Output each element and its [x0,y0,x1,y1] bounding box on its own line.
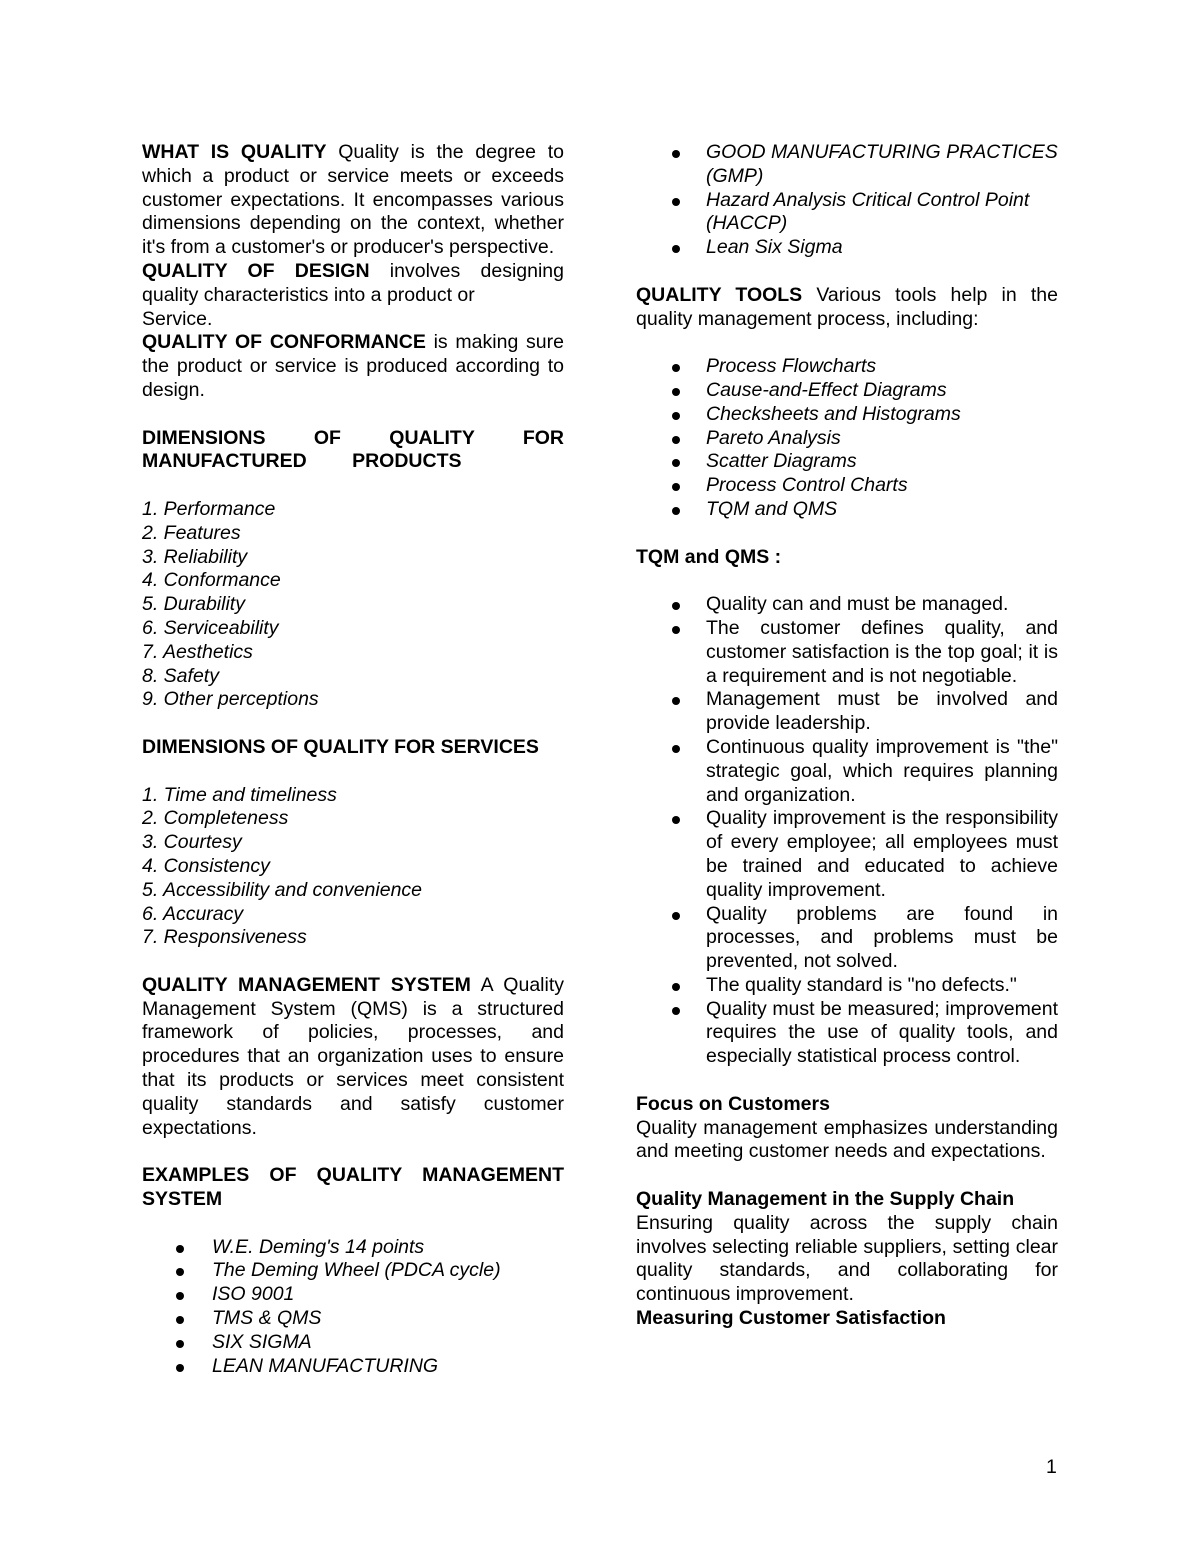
quality-of-conformance-text: is making sure the product or service is produced according to design. [142,331,564,401]
dim-products-list [142,498,564,712]
examples-heading: EXAMPLES OF QUALITY MANAGEMENT SYSTEM [142,1164,564,1211]
list-item: GOOD MANUFACTURING PRACTICES (GMP) [636,141,1058,189]
list-item: 1. Performance [142,497,276,520]
measuring-heading: Measuring Customer Satisfaction [636,1307,946,1330]
quality-of-conformance-paragraph [142,331,564,402]
list-item: Process Control Charts [636,474,1058,498]
tqm-qms-list [636,593,1058,1069]
page-number: 1 [1046,1456,1057,1478]
tqm-qms-heading: TQM and QMS : [636,545,782,568]
list-item: The quality standard is "no defects." [636,974,1058,998]
list-item: Quality problems are found in processes, and problems must be prevented, not solved. [636,903,1058,974]
supply-chain-text: Ensuring quality across the supply chain involves selecting reliable suppliers, setting clear quality standards, and collaborating for continuous improvement. [636,1211,1058,1306]
list-item: 7. Aesthetics [142,640,253,663]
list-item: TMS & QMS [142,1307,564,1331]
quality-of-design-text-2: quality characteristics into a product or [142,283,475,306]
examples-list [142,1236,564,1379]
list-item: Scatter Diagrams [636,450,1058,474]
quality-tools-list [636,355,1058,522]
quality-of-design-text-1: involves designing [369,259,564,282]
list-item: Quality improvement is the responsibility of every employee; all employees must be trained and educated to achieve quality improvement. [636,807,1058,902]
list-item: W.E. Deming's 14 points [142,1236,564,1260]
quality-tools-heading: QUALITY TOOLS [636,283,803,306]
list-item: Checksheets and Histograms [636,403,1058,427]
left-column [142,141,564,1378]
right-column [636,141,1058,1331]
qms-text: A Quality Management System (QMS) is a structured framework of policies, processes, and procedures that an organization uses to ensure that its products or services meet consistent quality standards and satisfy customer expectations. [142,973,564,1139]
dim-services-heading: DIMENSIONS OF QUALITY FOR SERVICES [142,735,539,758]
list-item: Quality can and must be managed. [636,593,1058,617]
focus-heading: Focus on Customers [636,1092,830,1115]
list-item: Lean Six Sigma [636,236,1058,260]
list-item: 3. Reliability [142,545,248,568]
qms-heading: QUALITY MANAGEMENT SYSTEM [142,973,471,996]
list-item: Quality must be measured; improvement requires the use of quality tools, and especially statistical process control. [636,998,1058,1069]
quality-of-conformance-heading: QUALITY OF CONFORMANCE [142,331,426,354]
list-item: The Deming Wheel (PDCA cycle) [142,1259,564,1283]
list-item: 5. Accessibility and convenience [142,878,423,901]
list-item: LEAN MANUFACTURING [142,1355,564,1379]
what-is-quality-heading: WHAT IS QUALITY [142,141,327,163]
examples-continued-list [636,141,1058,260]
list-item: 5. Durability [142,593,245,616]
list-item: TQM and QMS [636,498,1058,522]
quality-of-design-heading: QUALITY OF DESIGN [142,259,370,282]
list-item: 3. Courtesy [142,831,242,854]
list-item: 4. Consistency [142,854,270,877]
what-is-quality-paragraph [142,141,564,260]
qms-paragraph [142,974,564,1141]
list-item: Process Flowcharts [636,355,1058,379]
list-item: 8. Safety [142,664,219,687]
list-item: 7. Responsiveness [142,926,307,949]
list-item: Management must be involved and provide leadership. [636,688,1058,736]
what-is-quality-text: Quality is the degree to which a product or service meets or exceeds customer expectations. It encompasses various dimensions depending on the context, whether it's from a customer's or producer's perspective. [142,141,565,259]
dim-products-heading: DIMENSIONS OF QUALITY FOR MANUFACTURED PRODUCTS [142,426,564,473]
quality-of-design-text-3: Service. [142,307,213,330]
list-item: The customer defines quality, and customer satisfaction is the top goal; it is a requirement and is not negotiable. [636,617,1058,688]
list-item: 4. Conformance [142,569,281,592]
list-item: 2. Features [142,521,241,544]
list-item: SIX SIGMA [142,1331,564,1355]
focus-text: Quality management emphasizes understanding and meeting customer needs and expectations. [636,1116,1058,1163]
list-item: ISO 9001 [142,1283,564,1307]
list-item: 9. Other perceptions [142,688,319,711]
quality-tools-paragraph [636,284,1058,332]
quality-of-design-paragraph [142,260,564,331]
list-item: 2. Completeness [142,807,289,830]
list-item: 6. Serviceability [142,616,279,639]
quality-tools-text: Various tools help in the quality management process, including: [636,283,1058,330]
list-item: 6. Accuracy [142,902,244,925]
list-item: Pareto Analysis [636,427,1058,451]
list-item: Cause-and-Effect Diagrams [636,379,1058,403]
list-item: Continuous quality improvement is "the" strategic goal, which requires planning and organization. [636,736,1058,807]
supply-chain-heading: Quality Management in the Supply Chain [636,1188,1015,1211]
dim-services-list [142,784,564,951]
list-item: 1. Time and timeliness [142,783,337,806]
list-item: Hazard Analysis Critical Control Point (HACCP) [636,189,1058,237]
